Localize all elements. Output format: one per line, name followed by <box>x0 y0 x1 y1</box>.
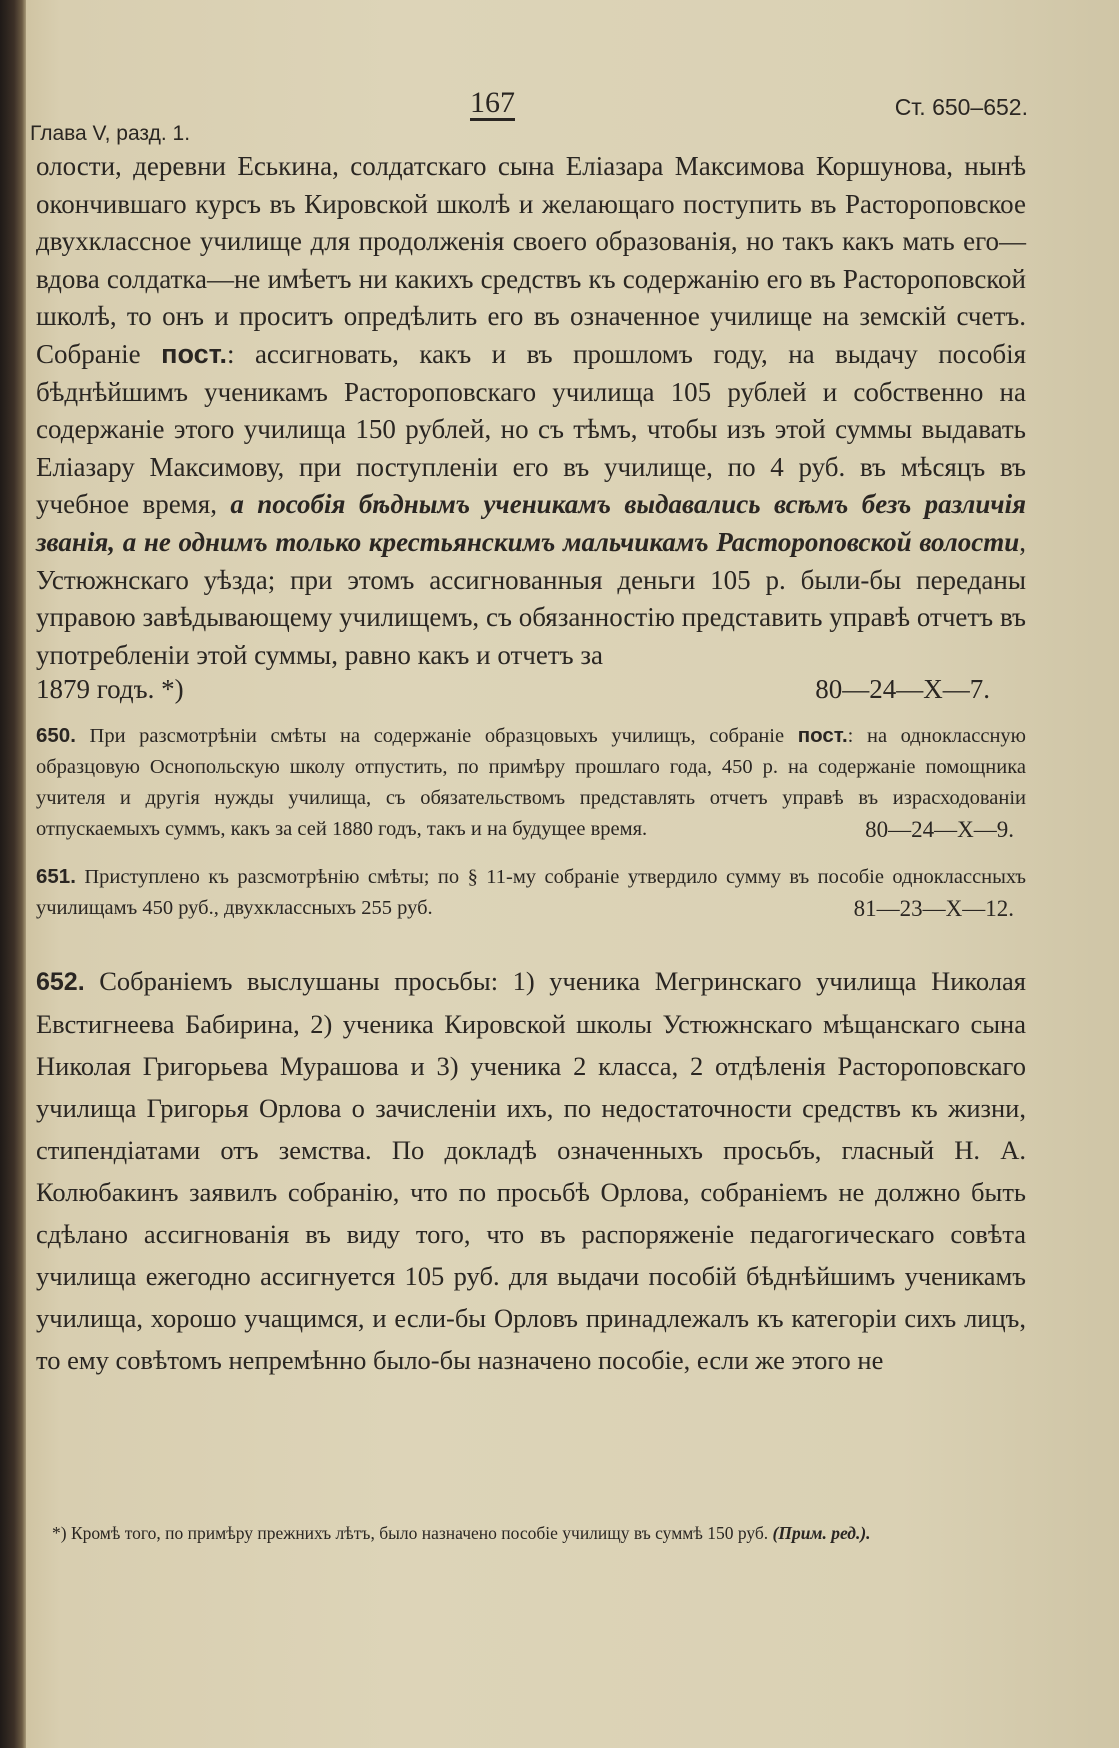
paragraph-ref: 80—24—X—9. <box>865 817 1014 843</box>
continuation-text-b: : ассигновать, какъ и въ прошломъ году, на выдачу пособія бѣднѣйшимъ ученикамъ Растороповскаго училища 105 рублей и собственно на содержаніе этого училища 150 рублей, но съ тѣмъ, чтобы изъ этой суммы выдавать Еліазару Максимову, при поступленіи его въ училище, по 4 руб. въ мѣсяцъ въ учебное время, <box>36 338 1026 520</box>
continuation-text-a: олости, деревни Еськина, солдатскаго сына Еліазара Максимова Коршунова, нынѣ окончившаго курсъ въ Кировской школѣ и желающаго поступить въ Растороповское двухклассное училище для продолженія своего образованія, но такъ какъ мать его—вдова солдатка—не имѣетъ ни какихъ средствъ къ содержанію его въ Растороповской школѣ, то онъ и проситъ опредѣлить его въ означенное училище на земскій счетъ. Собраніе <box>36 151 1026 369</box>
paragraph-text: При разсмотрѣніи смѣты на содержаніе образцовыхъ училищъ, собраніе <box>75 725 798 748</box>
page-number: 167 <box>470 86 515 119</box>
emphasis-text: а пособія бѣднымъ ученикамъ выдавались всѣмъ безъ различія званія, а не однимъ только крестьянскимъ мальчикамъ Растороповской волости <box>36 489 1026 557</box>
continuation-paragraph <box>36 148 1026 674</box>
article-range: Ст. 650–652. <box>894 94 1028 120</box>
book-binding <box>0 0 26 1748</box>
paragraph-text: Собраніемъ выслушаны просьбы: 1) ученика Мегринскаго училища Николая Евстигнеева Бабирина, 2) ученика Кировской школы Устюжнскаго мѣщанскаго сына Николая Григорьева Мурашова и 3) ученика 2 класса, 2 отдѣленія Растороповскаго училища Григорья Орлова о зачисленіи ихъ, по недостаточности средствъ къ жизни, стипендіатами отъ земства. По докладѣ означенныхъ просьбъ, гласный Н. А. Колюбакинъ заявилъ собранію, что по просьбѣ Орлова, собраніемъ не должно быть сдѣлано ассигнованія въ виду того, что въ распоряженіе педагогическаго совѣта училища ежегодно ассигнуется 105 руб. для выдачи пособій бѣднѣйшимъ ученикамъ училища, хорошо учащимся, и если-бы Орловъ принадлежалъ къ категоріи сихъ лицъ, то ему совѣтомъ непремѣнно было-бы назначено пособіе, если же этого не <box>36 966 1026 1376</box>
continuation-text-c: , Устюжнскаго уѣзда; при этомъ ассигнованныя деньги 105 р. были-бы переданы управою завѣдывающему училищемъ, съ обязанностію представить управѣ отчетъ въ употребленіи этой суммы, равно какъ и отчетъ за <box>36 526 1026 670</box>
paragraph-651 <box>36 861 1026 924</box>
paragraph-650 <box>36 720 1026 845</box>
footnote <box>52 1518 1032 1549</box>
paragraph-number: 652. <box>36 968 85 997</box>
continuation-ref: 80—24—X—7. <box>815 674 990 705</box>
paragraph-number: 651. <box>36 865 76 889</box>
page-header <box>30 86 1080 145</box>
paragraph-ref: 81—23—X—12. <box>853 896 1014 922</box>
footnote-note: (Прим. ред.). <box>772 1523 871 1543</box>
paragraph-652 <box>36 960 1026 1381</box>
chapter-label: Глава V, разд. 1. <box>30 122 191 145</box>
body-text <box>36 148 1026 1381</box>
paragraph-text: Приступлено къ разсмотрѣнію смѣты; по § 11-му собраніе утвердило сумму въ пособіе одноклассныхъ училищамъ 450 руб., двухклассныхъ 255 руб. <box>36 866 1026 920</box>
footnote-text: *) Кромѣ того, по примѣру прежнихъ лѣтъ, было назначено пособіе училищу въ суммѣ 150 руб. <box>52 1523 773 1543</box>
pos-label: пост. <box>797 724 848 748</box>
paragraph-number: 650. <box>36 724 76 748</box>
pos-label: пост. <box>161 338 227 369</box>
paragraph-text: : на одноклассную образцовую Оснопольскую школу отпустить, по примѣру прошлаго года, 450 р. на содержаніе помощника учителя и другія нужды училища, съ обязательствомъ представлять отчетъ управѣ въ израсходованіи отпускаемыхъ суммъ, какъ за сей 1880 годъ, такъ и на будущее время. <box>36 725 1026 841</box>
continuation-tail: 1879 годъ. *) <box>36 674 184 705</box>
continuation-ref-line <box>36 674 1026 704</box>
